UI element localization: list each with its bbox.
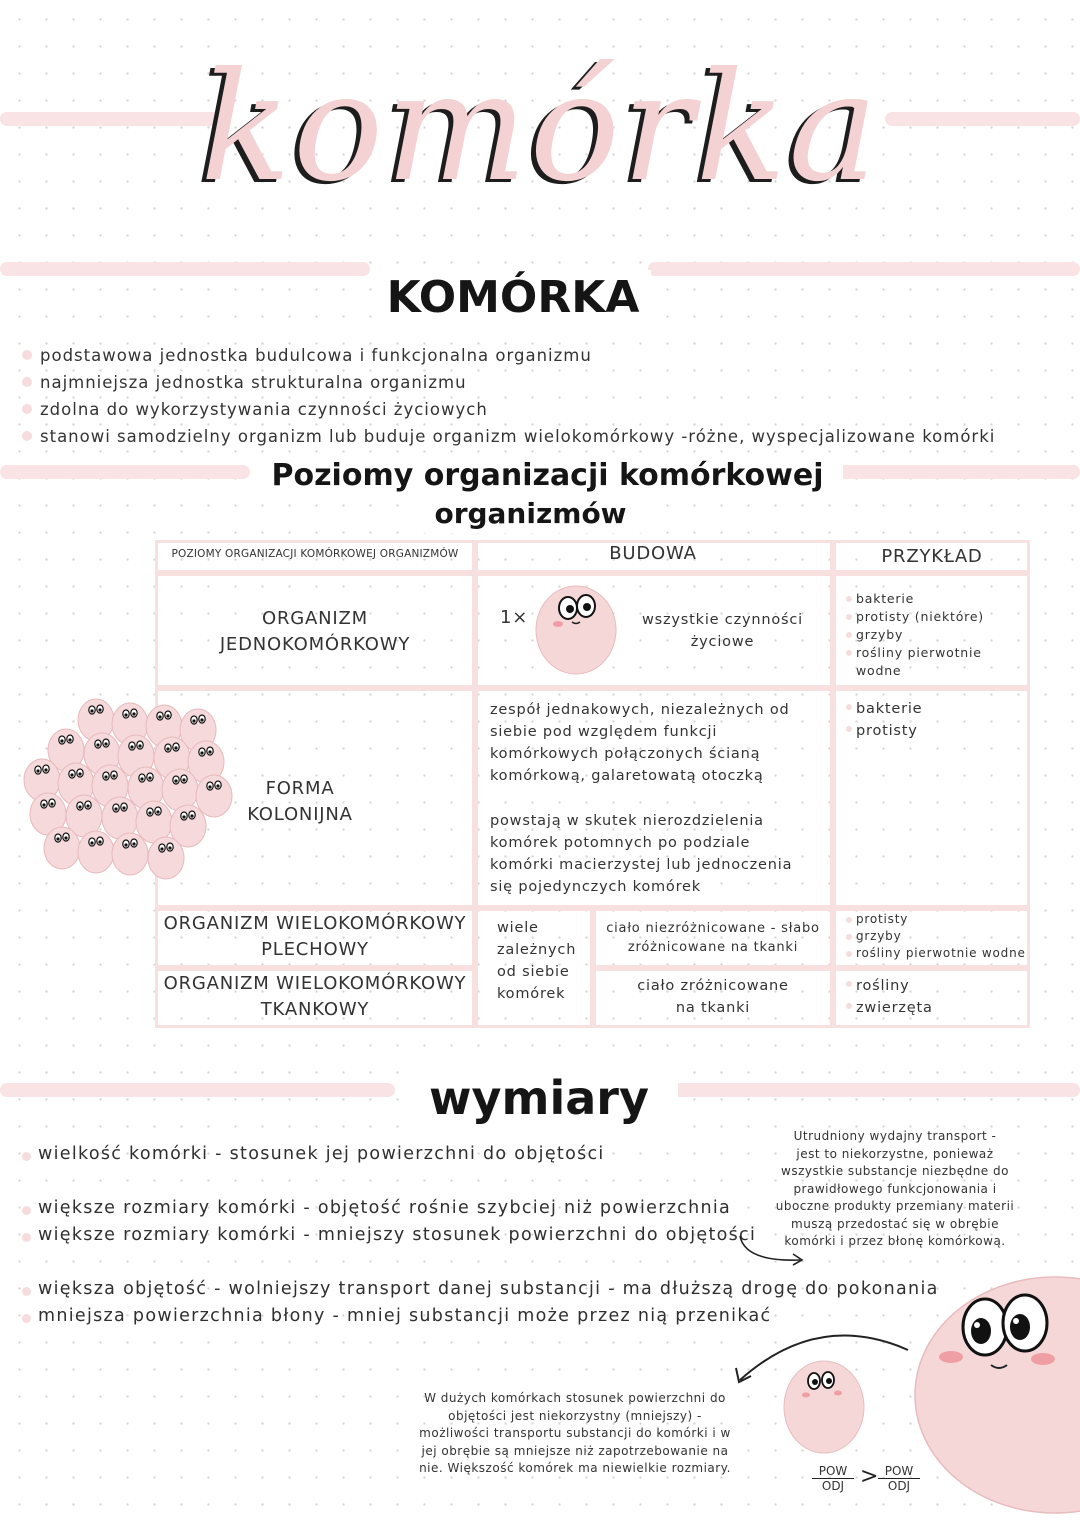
example-item: bakterie <box>846 590 1026 608</box>
row1-level-line: JEDNOKOMÓRKOWY <box>219 634 411 655</box>
colony-cell <box>162 769 198 811</box>
heading2-band-left <box>0 465 250 479</box>
definition-item: stanowi samodzielny organizm lub buduje organizm wielokomórkowy -różne, wyspecjalizowane komórki <box>22 423 995 450</box>
colony-cell <box>148 837 184 879</box>
row2-budowa-line: zespół jednakowych, niezależnych od <box>490 702 790 718</box>
row1-budowa-line: wszystkie czynności <box>642 612 803 628</box>
row3-level-text <box>158 911 472 963</box>
colony-cell <box>196 775 232 817</box>
section-heading-levels-line1: Poziomy organizacji komórkowej <box>252 456 843 496</box>
dimension-line: większa objętość - wolniejszy transport danej substancji - ma dłuższą drogę do pokonania <box>38 1279 939 1299</box>
note-line: objętości jest niekorzystny (mniejszy) - <box>448 1408 702 1423</box>
row1-examples-list <box>846 590 1026 680</box>
definition-item: zdolna do wykorzystywania czynności życiowych <box>22 396 995 423</box>
ratio-left <box>812 1464 854 1493</box>
row2-budowa-line: komórkowych połączonych ścianą <box>490 746 761 762</box>
row2-budowa-paragraph1 <box>490 699 825 787</box>
row2-budowa-line: komórki macierzystej lub jednoczenia <box>490 857 793 873</box>
note-line: jest to niekorzystne, ponieważ <box>796 1146 994 1161</box>
ratio-operator: > <box>860 1464 879 1489</box>
row1-count: 1× <box>500 607 529 628</box>
ratio-denominator: ODJ <box>821 1479 845 1493</box>
ratio-numerator: POW <box>878 1464 920 1479</box>
row4-budowa-line: ciało zróżnicowane <box>637 978 789 994</box>
row2-budowa-line: powstają w skutek nierozdzielenia <box>490 813 764 829</box>
big-cell-illustration <box>905 1275 1080 1515</box>
example-item: protisty <box>846 911 1026 928</box>
row3-budowa-line: ciało niezróżnicowane - słabo <box>606 921 820 936</box>
note-line: prawidłowego funkcjonowania i <box>793 1181 997 1196</box>
row2-budowa-paragraph2 <box>490 810 825 898</box>
dimension-line: większe rozmiary komórki - mniejszy stosunek powierzchni do objętości <box>38 1225 757 1245</box>
section-heading-levels-line2: organizmów <box>410 495 651 533</box>
note-line: komórki i przez błonę komórkową. <box>784 1234 1006 1248</box>
row4-level-line: TKANKOWY <box>260 999 370 1020</box>
example-item: rośliny pierwotnie wodne <box>846 644 1026 680</box>
colony-cell <box>112 833 148 875</box>
section-heading-wymiary: wymiary <box>400 1068 678 1128</box>
example-item: grzyby <box>846 928 1026 945</box>
heading2-band-right <box>830 465 1080 479</box>
row2-budowa-line: komórek potomnych po podziale <box>490 835 751 851</box>
arrow-to-note <box>735 1228 815 1268</box>
row2-budowa-line: komórkową, galaretowatą otoczką <box>490 768 764 784</box>
note-line: wszystkie substancje niezbędne do <box>781 1164 1009 1178</box>
shared-budowa-line: zależnych <box>497 942 577 958</box>
ratio-denominator: ODJ <box>887 1479 911 1493</box>
definition-item: podstawowa jednostka budulcowa i funkcjonalna organizmu <box>22 342 995 369</box>
ratio-right <box>878 1464 920 1493</box>
note-line: uboczne produkty przemiany materii <box>775 1199 1015 1213</box>
example-item: protisty <box>846 720 1026 742</box>
example-item: grzyby <box>846 626 1026 644</box>
row4-budowa-text <box>598 975 828 1019</box>
heading1-band-right <box>648 262 1080 276</box>
row2-examples-list <box>846 698 1026 742</box>
section-heading-komorka: KOMÓRKA <box>375 270 651 326</box>
note-line: W dużych komórkach stosunek powierzchni do <box>424 1391 726 1405</box>
row4-examples-list <box>846 975 1026 1019</box>
row3-level-line: PLECHOWY <box>261 939 369 960</box>
row4-level-text <box>158 971 472 1023</box>
ratio-numerator: POW <box>812 1464 854 1479</box>
dimension-line: mniejsza powierzchnia błony - mniej substancji może przez nią przenikać <box>38 1306 772 1326</box>
header-budowa-text: BUDOWA <box>609 543 697 564</box>
note-line: możliwości transportu substancji do komórki i w <box>419 1426 731 1440</box>
note-line: Utrudniony wydajny transport - <box>793 1129 997 1143</box>
row1-level-line: ORGANIZM <box>262 608 368 629</box>
row1-budowa-line: życiowe <box>690 634 755 650</box>
header-levels-text: POZIOMY ORGANIZACJI KOMÓRKOWEJ ORGANIZMÓW <box>171 548 459 560</box>
colony-cell <box>78 831 114 873</box>
example-item: rośliny pierwotnie wodne <box>846 945 1026 962</box>
heading1-band-left <box>0 262 370 276</box>
heading3-band-right <box>665 1083 1080 1097</box>
row2-level-line: KOLONIJNA <box>247 804 353 825</box>
example-item: bakterie <box>846 698 1026 720</box>
header-examples-text: PRZYKŁAD <box>881 546 983 567</box>
note-line: jej obrębie są mniejsze niż zapotrzebowanie na <box>421 1443 729 1458</box>
row4-budowa-line: na tkanki <box>675 1000 751 1016</box>
example-item: zwierzęta <box>846 997 1026 1019</box>
heading3-band-left <box>0 1083 395 1097</box>
shared-budowa-line: komórek <box>497 986 566 1002</box>
row2-level-line: FORMA <box>265 778 335 799</box>
row1-level-text <box>158 606 472 658</box>
row3-budowa-text <box>598 919 828 957</box>
note-line: nie. Większość komórek ma niewielkie rozmiary. <box>419 1461 731 1475</box>
shared-budowa-line: wiele <box>497 920 539 936</box>
small-cell-illustration <box>778 1355 870 1457</box>
dimension-line: większe rozmiary komórki - objętość rośnie szybciej niż powierzchnia <box>38 1198 732 1218</box>
dimension-line: wielkość komórki - stosunek jej powierzchni do objętości <box>38 1144 605 1164</box>
row4-level-line: ORGANIZM WIELOKOMÓRKOWY <box>163 973 467 994</box>
example-item: protisty (niektóre) <box>846 608 1026 626</box>
ratio-note <box>405 1390 745 1478</box>
colony-cell <box>44 827 80 869</box>
single-cell-illustration <box>530 578 622 676</box>
row2-budowa-line: się pojedynczych komórek <box>490 879 701 895</box>
row3-examples-list <box>846 911 1026 962</box>
page-title: komórka <box>200 41 880 215</box>
row2-budowa-line: siebie pod względem funkcji <box>490 724 718 740</box>
shared-budowa-line: od siebie <box>497 964 570 980</box>
colony-illustration <box>22 692 240 892</box>
definition-list <box>22 342 995 450</box>
row3-budowa-line: zróżnicowane na tkanki <box>627 940 799 955</box>
shared-budowa-text <box>497 917 587 1005</box>
example-item: rośliny <box>846 975 1026 997</box>
definition-item: najmniejsza jednostka strukturalna organizmu <box>22 369 995 396</box>
row1-budowa-text <box>630 609 815 653</box>
row3-level-line: ORGANIZM WIELOKOMÓRKOWY <box>163 913 467 934</box>
note-line: muszą przedostać się w obrębie <box>791 1216 999 1231</box>
